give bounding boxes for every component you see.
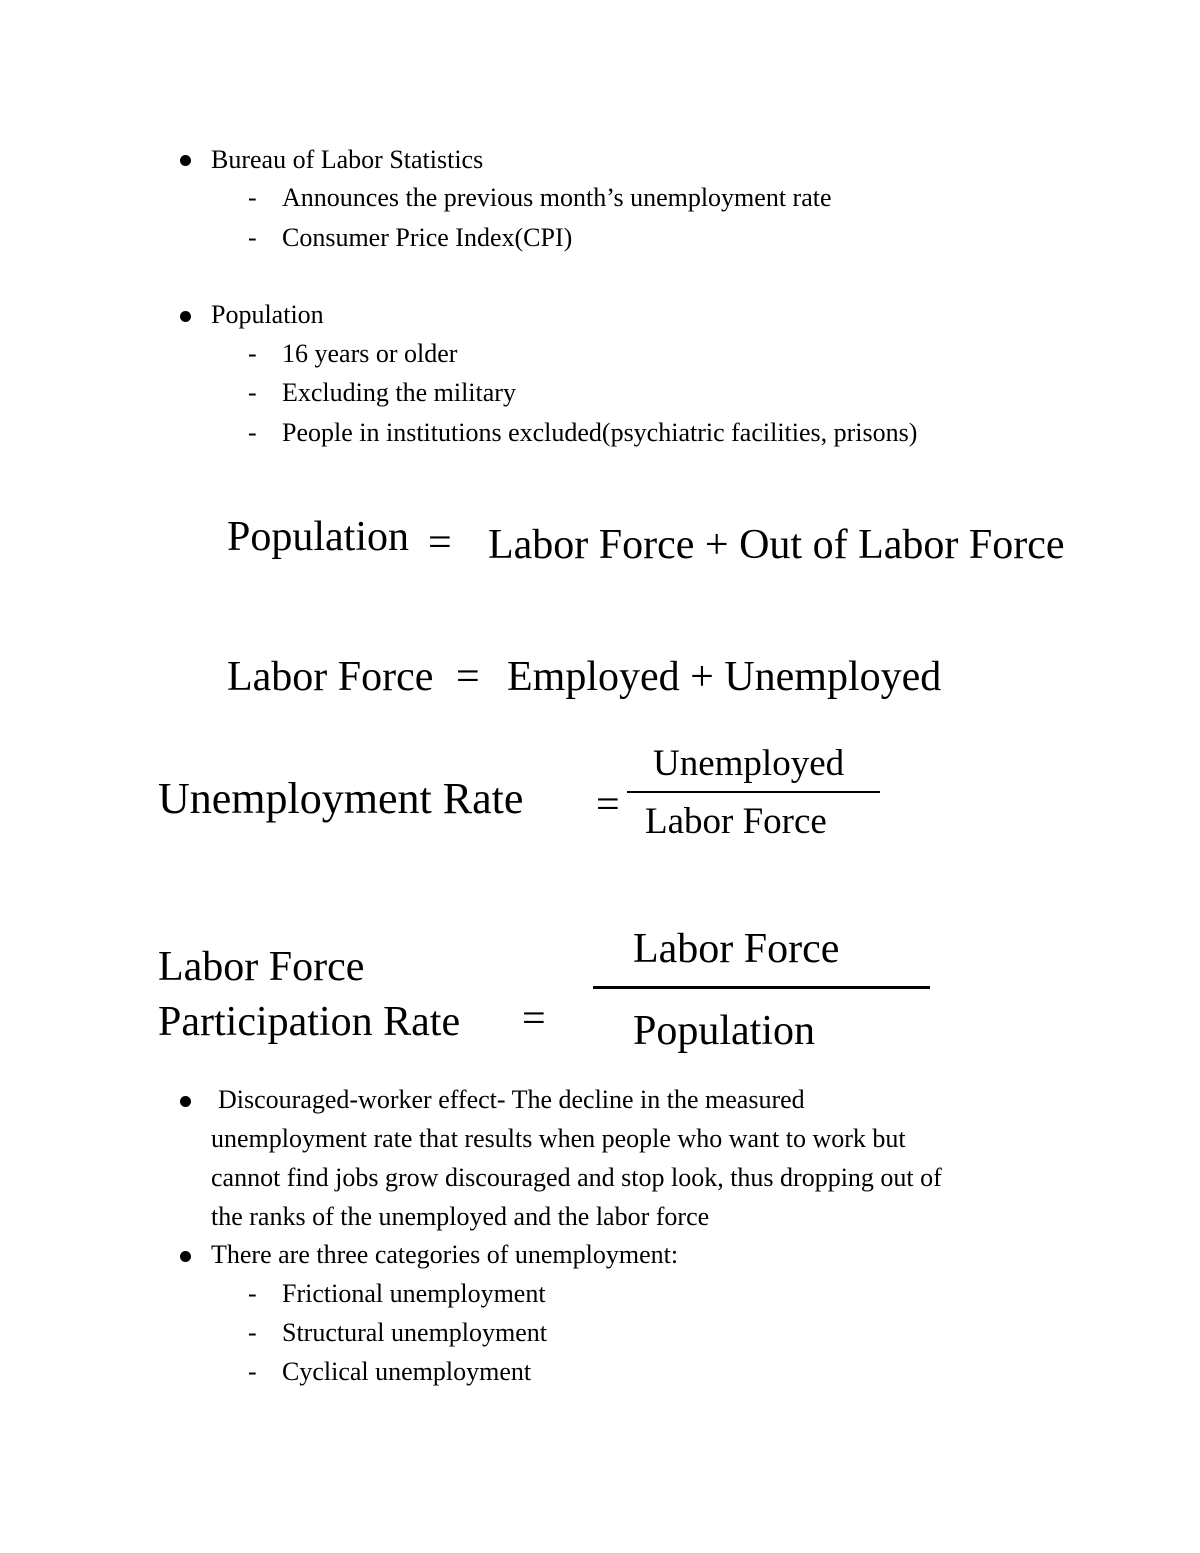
dash-marker: - xyxy=(248,183,257,212)
bullet-icon xyxy=(180,311,191,322)
list-item: Excluding the military xyxy=(282,378,516,407)
list-item: Announces the previous month’s unemployment rate xyxy=(282,183,832,212)
list-item: Consumer Price Index(CPI) xyxy=(282,223,573,252)
dash-marker: - xyxy=(248,378,257,407)
definition-line: cannot find jobs grow discouraged and stop look, thus dropping out of xyxy=(211,1163,942,1192)
bullet-icon xyxy=(180,155,191,166)
formula-rhs: Labor Force + Out of Labor Force xyxy=(488,522,1065,568)
fraction-numerator: Unemployed xyxy=(653,743,845,784)
dash-marker: - xyxy=(248,1279,257,1308)
list-item: Structural unemployment xyxy=(282,1318,548,1347)
formula-lhs: Population xyxy=(227,514,410,560)
section-heading-categories: There are three categories of unemployment: xyxy=(211,1240,679,1269)
definition-line: unemployment rate that results when people who want to work but xyxy=(211,1124,906,1153)
formula-equals: = xyxy=(428,520,452,566)
fraction-bar xyxy=(593,986,930,989)
formula-lhs: Labor Force xyxy=(227,654,434,700)
formula-equals: = xyxy=(522,996,546,1042)
section-heading-bls: Bureau of Labor Statistics xyxy=(211,145,484,174)
definition-line: Discouraged-worker effect- The decline in the measured xyxy=(218,1085,805,1114)
fraction-denominator: Labor Force xyxy=(645,801,827,842)
bullet-icon xyxy=(180,1096,191,1107)
formula-equals: = xyxy=(456,654,480,700)
dash-marker: - xyxy=(248,339,257,368)
dash-marker: - xyxy=(248,1318,257,1347)
formula-lhs-line2: Participation Rate xyxy=(158,999,461,1045)
fraction-bar xyxy=(627,791,880,793)
definition-line: the ranks of the unemployed and the labor force xyxy=(211,1202,710,1231)
dash-marker: - xyxy=(248,223,257,252)
list-item: 16 years or older xyxy=(282,339,458,368)
dash-marker: - xyxy=(248,1357,257,1386)
bullet-icon xyxy=(180,1251,191,1262)
fraction-numerator: Labor Force xyxy=(633,926,840,972)
formula-rhs: Employed + Unemployed xyxy=(507,654,942,700)
section-heading-population: Population xyxy=(211,300,324,329)
formula-lhs: Unemployment Rate xyxy=(158,774,524,823)
fraction-denominator: Population xyxy=(633,1008,816,1054)
list-item: Cyclical unemployment xyxy=(282,1357,532,1386)
formula-lhs-line1: Labor Force xyxy=(158,944,365,990)
formula-equals: = xyxy=(596,782,620,828)
list-item: Frictional unemployment xyxy=(282,1279,546,1308)
dash-marker: - xyxy=(248,418,257,447)
list-item: People in institutions excluded(psychiatric facilities, prisons) xyxy=(282,418,918,447)
